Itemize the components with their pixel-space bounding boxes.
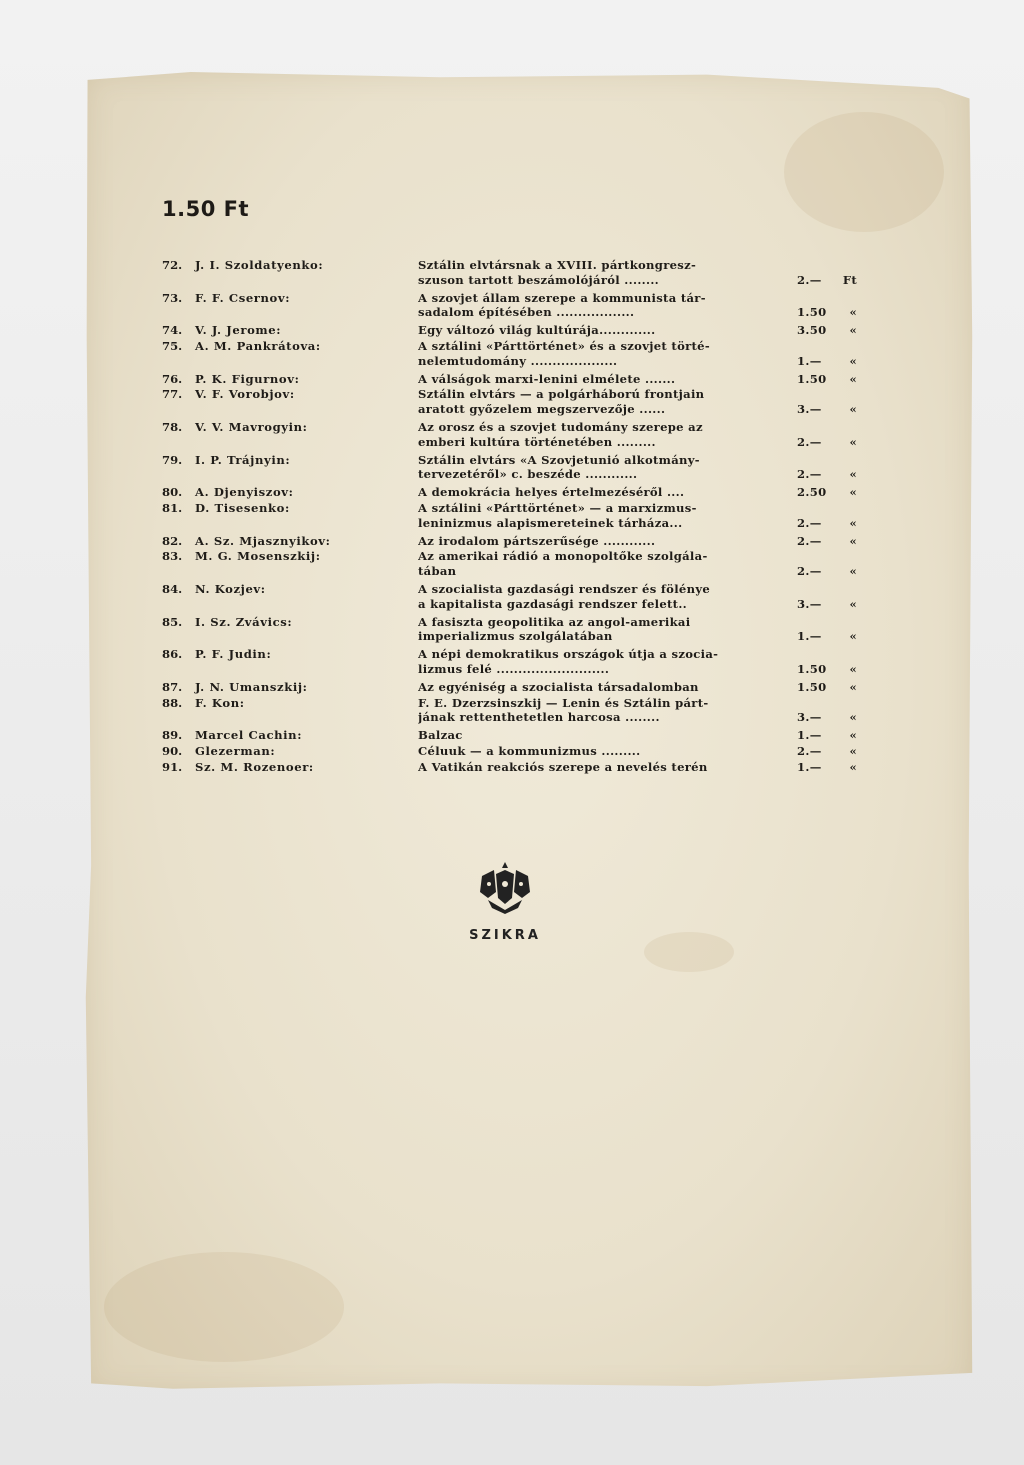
price-unit	[839, 291, 857, 306]
entry-price: 3.—	[797, 402, 822, 417]
entry-price: 1.50	[797, 661, 827, 676]
list-item	[162, 696, 857, 726]
title-line	[418, 647, 857, 662]
title-line	[418, 258, 857, 273]
price-unit: «	[849, 515, 857, 530]
entry-price: 3.—	[797, 596, 822, 611]
title-text: F. E. Dzerzsinszkij — Lenin és Sztálin párt-	[418, 695, 709, 710]
entry-author: I. Sz. Zvávics:	[195, 614, 293, 629]
entry-title	[418, 485, 857, 500]
price-unit: «	[849, 596, 857, 611]
title-line	[418, 323, 857, 338]
entry-title	[418, 339, 857, 369]
title-text: Balzac	[418, 728, 463, 743]
entry-author: D. Tisesenko:	[195, 500, 290, 515]
title-text: A népi demokratikus országok útja a szocia-	[418, 647, 719, 662]
entry-price: 1.—	[797, 353, 822, 368]
title-line	[418, 467, 857, 482]
price-unit: Ft	[842, 272, 857, 287]
entry-author: P. F. Judin:	[195, 647, 272, 662]
title-text: leninizmus alapismereteinek tárháza...	[418, 515, 683, 530]
price-unit	[839, 501, 857, 516]
entry-number: 78.	[162, 419, 183, 434]
price-unit	[839, 696, 857, 711]
entry-number: 82.	[162, 533, 183, 548]
title-line	[418, 387, 857, 402]
entry-author: F. Kon:	[195, 695, 245, 710]
title-text: imperializmus szolgálatában	[418, 629, 613, 644]
list-item	[162, 323, 857, 338]
title-line	[418, 453, 857, 468]
entry-number: 80.	[162, 485, 183, 500]
entry-price: 2.—	[797, 434, 822, 449]
title-text: A szovjet állam szerepe a kommunista tár-	[418, 290, 706, 305]
entry-price: 3.50	[797, 323, 827, 338]
price-unit: «	[849, 629, 857, 644]
title-text: A sztálini «Párttörténet» — a marxizmus-	[418, 500, 697, 515]
entry-price: 3.—	[797, 710, 822, 725]
entry-price	[797, 420, 839, 435]
price-unit: «	[849, 679, 857, 694]
price-unit: «	[849, 485, 857, 500]
title-line	[418, 420, 857, 435]
entry-author: M. G. Mosenszkij:	[195, 549, 321, 564]
entry-author: J. I. Szoldatyenko:	[195, 258, 324, 272]
entry-title	[418, 387, 857, 417]
price-unit: «	[849, 743, 857, 758]
title-line	[418, 549, 857, 564]
publication-list	[162, 258, 857, 776]
title-text: A Vatikán reakciós szerepe a nevelés terén	[418, 759, 708, 774]
title-text: Az amerikai rádió a monopoltőke szolgála-	[418, 549, 708, 564]
title-text: Sztálin elvtárs — a polgárháború frontjain	[418, 387, 705, 402]
entry-author: N. Kozjev:	[195, 581, 266, 596]
entry-title	[418, 549, 857, 579]
entry-number: 75.	[162, 338, 183, 353]
title-line	[418, 564, 857, 579]
title-line	[418, 402, 857, 417]
price-unit	[839, 615, 857, 630]
title-line	[418, 534, 857, 549]
title-text: szuson tartott beszámolójáról ........	[418, 272, 659, 287]
title-text: aratott győzelem megszervezője ......	[418, 402, 666, 417]
title-text: jának rettenthetetlen harcosa ........	[418, 710, 660, 725]
entry-title	[418, 696, 857, 726]
entry-title	[418, 744, 857, 759]
entry-price	[797, 258, 839, 273]
list-item	[162, 549, 857, 579]
entry-price: 2.—	[797, 564, 822, 579]
title-text: Céluuk — a kommunizmus .........	[418, 743, 641, 758]
title-text: tervezetéről» c. beszéde ............	[418, 467, 638, 482]
list-item	[162, 615, 857, 645]
entry-number: 91.	[162, 759, 183, 774]
entry-title	[418, 291, 857, 321]
entry-number: 83.	[162, 549, 183, 564]
entry-title	[418, 501, 857, 531]
title-line	[418, 516, 857, 531]
entry-author: A. M. Pankrátova:	[195, 338, 321, 353]
price-unit: «	[849, 402, 857, 417]
title-line	[418, 744, 857, 759]
title-line	[418, 339, 857, 354]
title-text: Az irodalom pártszerűsége ............	[418, 533, 656, 548]
entry-author: I. P. Trájnyin:	[195, 452, 291, 467]
entry-price	[797, 696, 839, 711]
price-unit: «	[849, 371, 857, 386]
price-unit	[839, 420, 857, 435]
title-text: A fasiszta geopolitika az angol-amerikai	[418, 614, 691, 629]
title-line	[418, 485, 857, 500]
entry-title	[418, 728, 857, 743]
entry-title	[418, 453, 857, 483]
title-line	[418, 435, 857, 450]
title-text: lizmus felé ..........................	[418, 661, 610, 676]
entry-author: F. F. Csernov:	[195, 290, 291, 305]
title-line	[418, 273, 857, 288]
entry-author: A. Djenyiszov:	[195, 485, 294, 500]
entry-title	[418, 534, 857, 549]
title-line	[418, 629, 857, 644]
paper-stain	[104, 1252, 344, 1362]
title-text: nelemtudomány ....................	[418, 353, 618, 368]
entry-number: 88.	[162, 695, 183, 710]
title-line	[418, 372, 857, 387]
title-text: A sztálini «Párttörténet» és a szovjet törté-	[418, 338, 710, 353]
entry-title	[418, 760, 857, 775]
entry-title	[418, 420, 857, 450]
entry-author: V. F. Vorobjov:	[195, 387, 295, 402]
entry-price: 2.—	[797, 533, 822, 548]
title-line	[418, 728, 857, 743]
price-unit: «	[849, 467, 857, 482]
entry-price: 2.—	[797, 272, 822, 287]
price-unit: «	[849, 728, 857, 743]
entry-price: 2.—	[797, 743, 822, 758]
price-unit	[839, 582, 857, 597]
entry-price: 1.—	[797, 629, 822, 644]
title-text: Sztálin elvtárs «A Szovjetunió alkotmány-	[418, 452, 700, 467]
list-item	[162, 372, 857, 387]
list-item	[162, 453, 857, 483]
title-line	[418, 696, 857, 711]
entry-number: 81.	[162, 500, 183, 515]
title-text: a kapitalista gazdasági rendszer felett..	[418, 596, 687, 611]
entry-price	[797, 291, 839, 306]
list-item	[162, 339, 857, 369]
entry-number: 73.	[162, 290, 183, 305]
title-line	[418, 760, 857, 775]
list-item	[162, 744, 857, 759]
entry-price	[797, 501, 839, 516]
price-unit	[839, 258, 857, 273]
entry-price	[797, 582, 839, 597]
entry-author: V. V. Mavrogyin:	[195, 419, 308, 434]
entry-author: V. J. Jerome:	[195, 323, 282, 338]
title-text: Egy változó világ kultúrája.............	[418, 323, 656, 338]
entry-number: 90.	[162, 743, 183, 758]
price-unit	[839, 387, 857, 402]
entry-price	[797, 615, 839, 630]
entry-number: 85.	[162, 614, 183, 629]
entry-title	[418, 372, 857, 387]
entry-price	[797, 387, 839, 402]
entry-author: J. N. Umanszkij:	[195, 679, 308, 694]
entry-title	[418, 647, 857, 677]
entry-number: 87.	[162, 679, 183, 694]
list-item	[162, 680, 857, 695]
price-unit	[839, 453, 857, 468]
entry-title	[418, 615, 857, 645]
title-line	[418, 354, 857, 369]
entry-number: 86.	[162, 647, 183, 662]
title-text: tában	[418, 564, 457, 579]
entry-author: P. K. Figurnov:	[195, 371, 300, 386]
entry-number: 74.	[162, 323, 183, 338]
price-unit: «	[849, 353, 857, 368]
list-item	[162, 291, 857, 321]
entry-number: 77.	[162, 387, 183, 402]
title-line	[418, 305, 857, 320]
entry-title	[418, 680, 857, 695]
title-line	[418, 680, 857, 695]
list-item	[162, 647, 857, 677]
title-text: Az egyéniség a szocialista társadalomban	[418, 679, 699, 694]
entry-price	[797, 647, 839, 662]
entry-number: 79.	[162, 452, 183, 467]
title-text: emberi kultúra történetében .........	[418, 434, 656, 449]
entry-title	[418, 323, 857, 338]
entry-author: Marcel Cachin:	[195, 728, 303, 743]
title-text: Az orosz és a szovjet tudomány szerepe az	[418, 419, 703, 434]
title-line	[418, 710, 857, 725]
entry-price	[797, 549, 839, 564]
list-item	[162, 387, 857, 417]
paper-stain	[784, 112, 944, 232]
entry-price: 1.50	[797, 371, 827, 386]
title-line	[418, 501, 857, 516]
title-text: A demokrácia helyes értelmezéséről ....	[418, 485, 685, 500]
list-item	[162, 728, 857, 743]
entry-author: A. Sz. Mjasznyikov:	[195, 533, 331, 548]
price-unit	[839, 339, 857, 354]
title-line	[418, 662, 857, 677]
entry-price	[797, 453, 839, 468]
price-unit: «	[849, 710, 857, 725]
szikra-logo-icon	[474, 858, 536, 918]
entry-number: 72.	[162, 258, 183, 272]
entry-price: 2.—	[797, 467, 822, 482]
list-item	[162, 420, 857, 450]
title-line	[418, 291, 857, 306]
entry-number: 84.	[162, 581, 183, 596]
entry-price: 2.50	[797, 485, 827, 500]
entry-number: 76.	[162, 371, 183, 386]
price-unit: «	[849, 323, 857, 338]
entry-price: 1.50	[797, 679, 827, 694]
price-unit: «	[849, 434, 857, 449]
price-unit: «	[849, 661, 857, 676]
publisher-name: SZIKRA	[469, 928, 541, 943]
list-item	[162, 760, 857, 775]
price-unit: «	[849, 564, 857, 579]
list-item	[162, 582, 857, 612]
price-unit	[839, 647, 857, 662]
list-item	[162, 501, 857, 531]
paper-stain	[644, 932, 734, 972]
title-line	[418, 615, 857, 630]
title-line	[418, 597, 857, 612]
entry-author: Glezerman:	[195, 743, 276, 758]
price-unit	[839, 549, 857, 564]
entry-price: 1.—	[797, 728, 822, 743]
list-item	[162, 485, 857, 500]
entry-title	[418, 258, 857, 288]
entry-price: 1.—	[797, 759, 822, 774]
cover-price: 1.50 Ft	[162, 197, 250, 221]
price-unit: «	[849, 533, 857, 548]
title-line	[418, 582, 857, 597]
list-item	[162, 534, 857, 549]
list-item	[162, 258, 857, 288]
entry-title	[418, 582, 857, 612]
entry-price: 2.—	[797, 515, 822, 530]
title-text: A válságok marxi-lenini elmélete .......	[418, 371, 676, 386]
entry-number: 89.	[162, 728, 183, 743]
title-text: A szocialista gazdasági rendszer és fölénye	[418, 581, 711, 596]
price-unit: «	[849, 759, 857, 774]
entry-price	[797, 339, 839, 354]
price-unit: «	[849, 305, 857, 320]
title-text: Sztálin elvtársnak a XVIII. pártkongresz-	[418, 258, 697, 272]
entry-author: Sz. M. Rozenoer:	[195, 759, 314, 774]
title-text: sadalom építésében ..................	[418, 305, 635, 320]
entry-price: 1.50	[797, 305, 827, 320]
